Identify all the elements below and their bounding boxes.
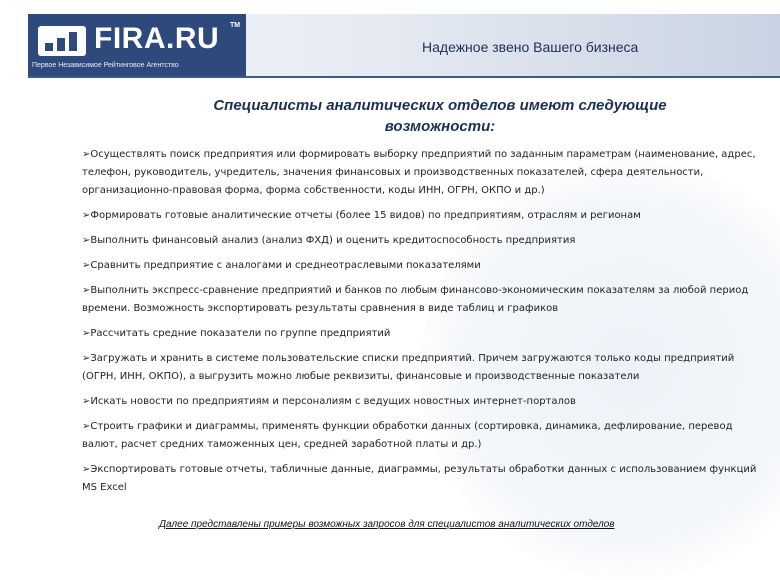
list-item-text: Строить графики и диаграммы, применять функции обработки данных (сортировка, динамика, дефлирование, перевод валют, расчет средних таможенных цен, средней заработной платы и др.) [82,421,733,450]
header-banner [28,14,780,78]
list-item-text: Сравнить предприятие с аналогами и среднеотраслевыми показателями [90,260,481,271]
list-item [82,461,762,497]
list-item [82,282,762,318]
list-item [82,393,762,411]
arrow-right-icon: ➢ [82,328,91,339]
list-item [82,232,762,250]
arrow-right-icon: ➢ [82,285,91,296]
logo-subtitle: Первое Независимое Рейтинговое Агентство [32,62,179,69]
list-item [82,350,762,386]
list-item-text: Осуществлять поиск предприятия или формировать выборку предприятий по заданным параметрам (наименование, адрес, телефон, руководитель, учредитель, значения финансовых и производственных показателей, сфера деятельности, организационно-правовая форма, форма собственности, коды ИНН, ОГРН, ОКПО и др.) [82,149,756,196]
list-item-text: Формировать готовые аналитические отчеты (более 15 видов) по предприятиям, отраслям и регионам [90,210,641,221]
arrow-right-icon: ➢ [82,260,91,271]
arrow-right-icon: ➢ [82,235,91,246]
list-item [82,207,762,225]
arrow-right-icon: ➢ [82,210,91,221]
list-item-text: Искать новости по предприятиям и персоналиям с ведущих новостных интернет-порталов [90,396,576,407]
list-item-text: Загружать и хранить в системе пользовательские списки предприятий. Причем загружаются только коды предприятий (ОГРН, ИНН, ОКПО), а выгрузить можно любые реквизиты, финансовые и производственные показатели [82,353,735,382]
list-item-text: Выполнить финансовый анализ (анализ ФХД) и оценить кредитоспособность предприятия [90,235,576,246]
page-title: Специалисты аналитических отделов имеют следующие возможности: [213,97,667,135]
list-item [82,325,762,343]
arrow-right-icon: ➢ [82,396,91,407]
list-item-text: Выполнить экспресс-сравнение предприятий и банков по любым финансово-экономическим показателям за любой период времени. Возможность экспортировать результаты сравнения в виде таблиц и графиков [82,285,749,314]
list-item [82,418,762,454]
list-item-text: Рассчитать средние показатели по группе предприятий [90,328,391,339]
arrow-right-icon: ➢ [82,421,91,432]
slogan: Надежное звено Вашего бизнеса [422,39,639,55]
logo-trademark: TM [230,22,241,29]
arrow-right-icon: ➢ [82,464,91,475]
arrow-right-icon: ➢ [82,353,91,364]
list-item [82,257,762,275]
feature-list [82,146,762,504]
logo-text: FIRA.RU [94,22,220,55]
list-item-text: Экспортировать готовые отчеты, табличные данные, диаграммы, результаты обработки данных с использованием функций MS Excel [82,464,757,493]
arrow-right-icon: ➢ [82,149,91,160]
list-item [82,146,762,200]
logo[interactable] [28,14,246,76]
bar-chart-logo-icon [38,26,86,56]
next-examples-link[interactable]: Далее представлены примеры возможных запросов для специалистов аналитических отделов [159,519,615,530]
